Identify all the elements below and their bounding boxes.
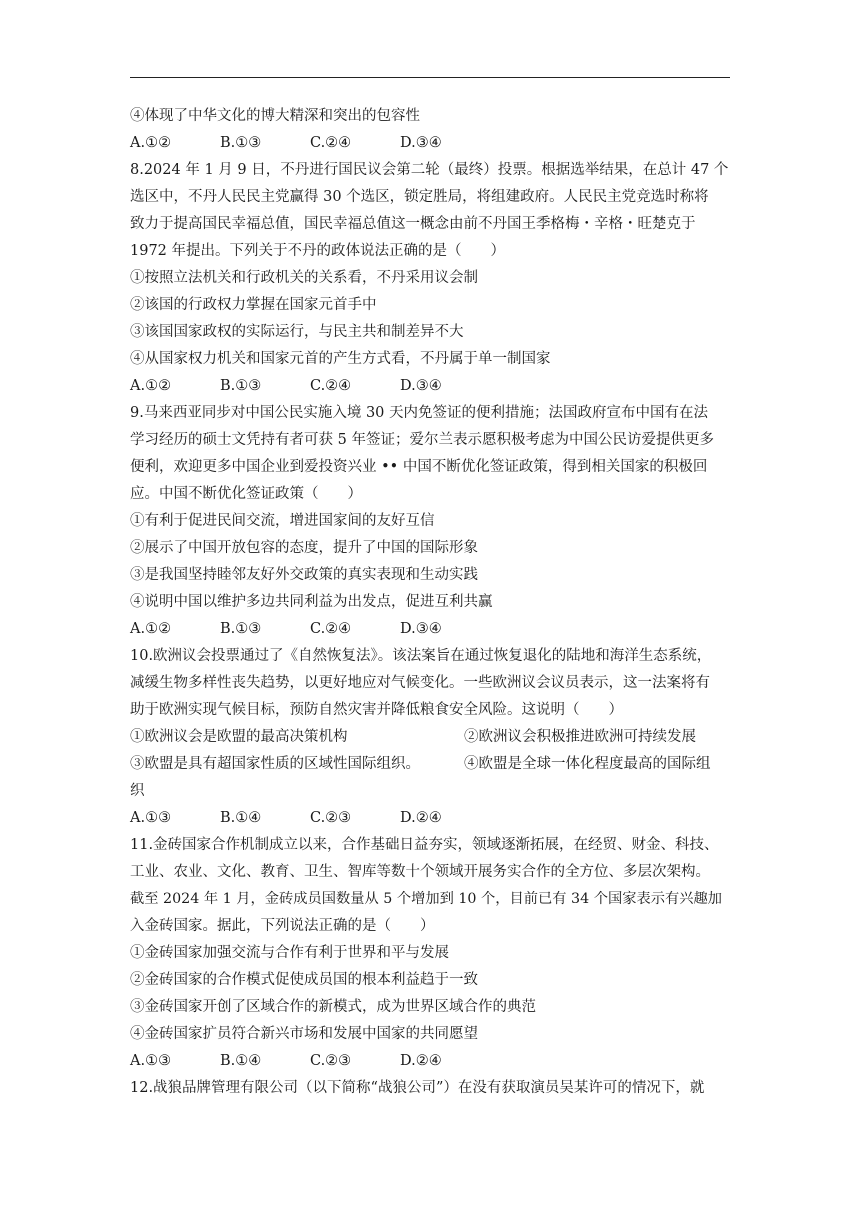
q8-option-d: D.③④ bbox=[400, 378, 442, 394]
q8-item-2: ②该国的行政权力掌握在国家元首手中 bbox=[130, 297, 377, 313]
q8-options bbox=[130, 373, 730, 400]
q8-option-b: B.①③ bbox=[220, 378, 262, 394]
q11-options bbox=[130, 1048, 730, 1075]
q10-stem-line-2: 减缓生物多样性丧失趋势，以更好地应对气候变化。一些欧洲议会议员表示，这一法案将有 bbox=[130, 675, 710, 691]
q7-item-4: ④体现了中华文化的博大精深和突出的包容性 bbox=[130, 108, 420, 124]
q9-stem-line-1: 9.马来西亚同步对中国公民实施入境 30 天内免签证的便利措施；法国政府宣布中国有在法 bbox=[130, 405, 708, 421]
q9-item-1: ①有利于促进民间交流，增进国家间的友好互信 bbox=[130, 513, 435, 529]
q10-options bbox=[130, 805, 730, 832]
q12-stem-line-1: 12.战狼品牌管理有限公司（以下简称“战狼公司”）在没有获取演员吴某许可的情况下，就 bbox=[130, 1080, 705, 1096]
q7-option-c: C.②④ bbox=[310, 135, 352, 151]
q8-option-c: C.②④ bbox=[310, 378, 352, 394]
q11-stem-line-4: 入金砖国家。据此，下列说法正确的是（ ） bbox=[130, 918, 435, 934]
q8-stem-line-2: 选区中，不丹人民民主党赢得 30 个选区，锁定胜局，将组建政府。人民民主党竞选时称将 bbox=[130, 189, 709, 205]
q7-option-d: D.③④ bbox=[400, 135, 442, 151]
q8-stem-line-1: 8.2024 年 1 月 9 日，不丹进行国民议会第二轮（最终）投票。根据选举结果，在总计 47 个 bbox=[130, 162, 729, 178]
q9-options bbox=[130, 616, 730, 643]
q9-option-b: B.①③ bbox=[220, 621, 262, 637]
q8-item-1: ①按照立法机关和行政机关的关系看，不丹采用议会制 bbox=[130, 270, 478, 286]
q11-option-d: D.②④ bbox=[400, 1053, 442, 1069]
q9-item-4: ④说明中国以维护多边共同利益为出发点，促进互利共赢 bbox=[130, 594, 493, 610]
q7-option-a: A.①② bbox=[130, 135, 172, 151]
header-rule bbox=[130, 77, 730, 78]
q11-item-4: ④金砖国家扩员符合新兴市场和发展中国家的共同愿望 bbox=[130, 1026, 478, 1042]
q9-stem-line-2: 学习经历的硕士文凭持有者可获 5 年签证；爱尔兰表示愿积极考虑为中国公民访爱提供更多 bbox=[130, 432, 714, 448]
q10-item-2: ②欧洲议会积极推进欧洲可持续发展 bbox=[464, 729, 696, 745]
q11-option-a: A.①③ bbox=[130, 1053, 172, 1069]
q11-item-2: ②金砖国家的合作模式促使成员国的根本利益趋于一致 bbox=[130, 972, 478, 988]
q8-stem-line-3: 致力于提高国民幸福总值，国民幸福总值这一概念由前不丹国王季格梅・辛格・旺楚克于 bbox=[130, 216, 696, 232]
q10-option-b: B.①④ bbox=[220, 810, 262, 826]
q11-option-c: C.②③ bbox=[310, 1053, 352, 1069]
q9-stem-line-4: 应。中国不断优化签证政策（ ） bbox=[130, 486, 362, 502]
q8-item-4: ④从国家权力机关和国家元首的产生方式看，不丹属于单一制国家 bbox=[130, 351, 551, 367]
q10-stem-line-3: 助于欧洲实现气候目标，预防自然灾害并降低粮食安全风险。这说明（ ） bbox=[130, 702, 623, 718]
q10-option-a: A.①③ bbox=[130, 810, 172, 826]
q11-option-b: B.①④ bbox=[220, 1053, 262, 1069]
q11-item-1: ①金砖国家加强交流与合作有利于世界和平与发展 bbox=[130, 945, 449, 961]
q8-item-3: ③该国国家政权的实际运行，与民主共和制差异不大 bbox=[130, 324, 464, 340]
q10-item-row-2 bbox=[130, 751, 730, 778]
q7-options bbox=[130, 130, 730, 157]
q11-stem-line-1: 11.金砖国家合作机制成立以来，合作基础日益夯实，领域逐渐拓展，在经贸、财金、科技、 bbox=[130, 837, 719, 853]
q10-option-d: D.②④ bbox=[400, 810, 442, 826]
q10-item-4: ④欧盟是全球一体化程度最高的国际组 bbox=[464, 756, 711, 772]
exam-page bbox=[130, 103, 730, 1102]
q11-item-3: ③金砖国家开创了区域合作的新模式，成为世界区域合作的典范 bbox=[130, 999, 536, 1015]
q10-option-c: C.②③ bbox=[310, 810, 352, 826]
q9-option-c: C.②④ bbox=[310, 621, 352, 637]
q9-option-d: D.③④ bbox=[400, 621, 442, 637]
q9-item-3: ③是我国坚持睦邻友好外交政策的真实表现和生动实践 bbox=[130, 567, 478, 583]
q10-item-4-wrap: 织 bbox=[130, 783, 145, 799]
q7-option-b: B.①③ bbox=[220, 135, 262, 151]
q9-item-2: ②展示了中国开放包容的态度，提升了中国的国际形象 bbox=[130, 540, 478, 556]
q11-stem-line-3: 截至 2024 年 1 月，金砖成员国数量从 5 个增加到 10 个，目前已有 34 个国家表示有兴趣加 bbox=[130, 891, 722, 907]
q8-option-a: A.①② bbox=[130, 378, 172, 394]
q10-item-3: ③欧盟是具有超国家性质的区域性国际组织。 bbox=[130, 756, 420, 772]
q10-item-row-1 bbox=[130, 724, 730, 751]
q10-item-1: ①欧洲议会是欧盟的最高决策机构 bbox=[130, 729, 348, 745]
q9-stem-line-3: 便利，欢迎更多中国企业到爱投资兴业 •• 中国不断优化签证政策，得到相关国家的积极回 bbox=[130, 459, 708, 475]
q11-stem-line-2: 工业、农业、文化、教育、卫生、智库等数十个领域开展务实合作的全方位、多层次架构。 bbox=[130, 864, 710, 880]
q10-stem-line-1: 10.欧洲议会投票通过了《自然恢复法》。该法案旨在通过恢复退化的陆地和海洋生态系统， bbox=[130, 648, 712, 664]
q8-stem-line-4: 1972 年提出。下列关于不丹的政体说法正确的是（ ） bbox=[130, 243, 506, 259]
q9-option-a: A.①② bbox=[130, 621, 172, 637]
